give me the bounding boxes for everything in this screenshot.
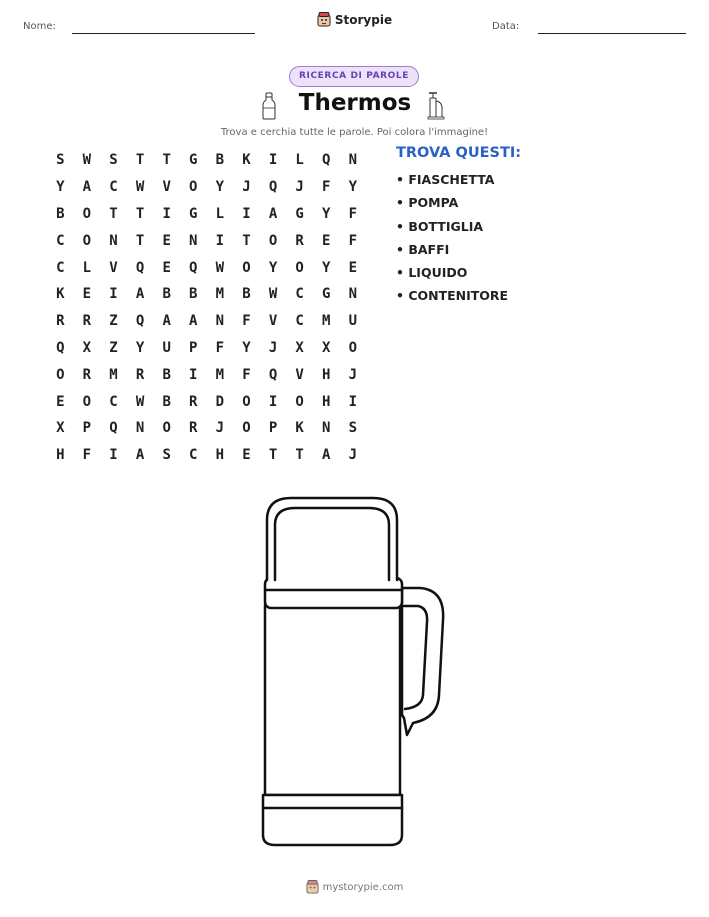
grid-letter[interactable]: T (135, 152, 145, 169)
word-list-title: TROVA QUESTI: (396, 145, 522, 161)
grid-letter[interactable]: U (348, 313, 358, 330)
name-label: Nome: (23, 21, 56, 32)
grid-letter[interactable]: W (215, 259, 225, 276)
date-line[interactable] (538, 33, 686, 34)
grid-letter[interactable]: A (162, 313, 171, 330)
grid-letter[interactable]: L (295, 152, 304, 169)
grid-letter[interactable]: S (348, 420, 358, 437)
grid-letter[interactable]: F (82, 447, 92, 464)
grid-letter[interactable]: R (56, 313, 65, 330)
grid-letter[interactable]: A (82, 179, 92, 196)
word-list-item: • BAFFI (396, 241, 450, 257)
grid-letter[interactable]: F (348, 205, 358, 222)
grid-row (47, 201, 366, 228)
grid-letter[interactable]: M (215, 366, 225, 383)
grid-letter[interactable]: O (242, 393, 251, 410)
grid-letter[interactable]: X (322, 339, 331, 356)
grid-letter[interactable]: B (162, 286, 171, 303)
grid-letter[interactable]: O (82, 205, 92, 222)
grid-letter[interactable]: I (268, 152, 278, 169)
grid-letter[interactable]: S (109, 152, 118, 169)
word-list-item: • LIQUIDO (396, 265, 468, 281)
grid-letter[interactable]: V (295, 366, 304, 383)
grid-letter[interactable]: Q (135, 259, 145, 276)
grid-letter[interactable]: F (242, 313, 251, 330)
grid-letter[interactable]: P (268, 420, 278, 437)
grid-letter[interactable]: M (322, 313, 331, 330)
grid-letter[interactable]: X (82, 339, 92, 356)
grid-letter[interactable]: I (348, 393, 358, 410)
grid-letter[interactable]: O (189, 179, 198, 196)
grid-letter[interactable]: E (56, 393, 65, 410)
grid-letter[interactable]: C (109, 393, 118, 410)
grid-letter[interactable]: Y (322, 205, 331, 222)
grid-letter[interactable]: W (82, 152, 92, 169)
footer (0, 879, 709, 898)
storypie-logo-icon (306, 880, 319, 894)
grid-letter[interactable]: F (322, 179, 331, 196)
grid-row (47, 415, 366, 442)
grid-row (47, 308, 366, 335)
grid-letter[interactable]: C (295, 286, 304, 303)
grid-letter[interactable]: Q (109, 420, 118, 437)
grid-letter[interactable]: J (268, 339, 278, 356)
grid-row (47, 442, 366, 469)
grid-letter[interactable]: J (215, 420, 225, 437)
grid-letter[interactable]: G (189, 152, 198, 169)
grid-letter[interactable]: S (56, 152, 65, 169)
grid-letter[interactable]: C (295, 313, 304, 330)
grid-letter[interactable]: F (242, 366, 251, 383)
grid-letter[interactable]: H (322, 393, 331, 410)
grid-letter[interactable]: K (242, 152, 251, 169)
grid-letter[interactable]: B (56, 205, 65, 222)
grid-letter[interactable]: Y (56, 179, 65, 196)
grid-row (47, 361, 366, 388)
grid-letter[interactable]: T (135, 232, 145, 249)
grid-letter[interactable]: Y (242, 339, 251, 356)
grid-letter[interactable]: D (215, 393, 225, 410)
grid-letter[interactable]: I (215, 232, 225, 249)
grid-letter[interactable]: N (348, 152, 358, 169)
grid-letter[interactable]: R (189, 393, 198, 410)
grid-letter[interactable]: A (322, 447, 331, 464)
grid-letter[interactable]: K (56, 286, 65, 303)
grid-letter[interactable]: H (215, 447, 225, 464)
grid-letter[interactable]: F (215, 339, 225, 356)
grid-letter[interactable]: R (189, 420, 198, 437)
grid-letter[interactable]: L (215, 205, 225, 222)
grid-letter[interactable]: T (162, 152, 171, 169)
grid-letter[interactable]: E (322, 232, 331, 249)
grid-letter[interactable]: O (295, 259, 304, 276)
word-list-item: • FIASCHETTA (396, 172, 495, 187)
grid-letter[interactable]: O (268, 232, 278, 249)
grid-letter[interactable]: O (82, 393, 92, 410)
grid-letter[interactable]: I (162, 205, 171, 222)
grid-letter[interactable]: J (295, 179, 304, 196)
grid-letter[interactable]: B (215, 152, 225, 169)
grid-letter[interactable]: K (295, 420, 304, 437)
grid-letter[interactable]: G (189, 205, 198, 222)
grid-letter[interactable]: R (82, 313, 92, 330)
grid-letter[interactable]: J (348, 366, 358, 383)
grid-letter[interactable]: P (189, 339, 198, 356)
brand-name: Storypie (334, 12, 393, 27)
grid-letter[interactable]: R (135, 366, 145, 383)
grid-letter[interactable]: O (242, 259, 251, 276)
grid-letter[interactable]: O (348, 339, 358, 356)
grid-letter[interactable]: O (242, 420, 251, 437)
grid-letter[interactable]: I (268, 393, 278, 410)
grid-letter[interactable]: Q (56, 339, 65, 356)
grid-row (47, 174, 366, 201)
grid-letter[interactable]: B (242, 286, 251, 303)
grid-letter[interactable]: I (242, 205, 251, 222)
grid-letter[interactable]: O (295, 393, 304, 410)
grid-letter[interactable]: N (109, 232, 118, 249)
instructions: Trova e cerchia tutte le parole. Poi colora l'immagine! (220, 127, 489, 138)
storypie-logo-icon (317, 12, 331, 27)
grid-letter[interactable]: F (348, 232, 358, 249)
grid-letter[interactable]: C (189, 447, 198, 464)
grid-letter[interactable]: O (82, 232, 92, 249)
grid-letter[interactable]: B (162, 366, 171, 383)
grid-letter[interactable]: R (82, 366, 92, 383)
grid-letter[interactable]: N (135, 420, 145, 437)
grid-letter[interactable]: Q (135, 313, 145, 330)
grid-letter[interactable]: A (135, 447, 145, 464)
grid-letter[interactable]: E (162, 232, 171, 249)
grid-letter[interactable]: G (322, 286, 331, 303)
grid-letter[interactable]: Y (322, 259, 331, 276)
grid-letter[interactable]: L (82, 259, 92, 276)
grid-letter[interactable]: Z (109, 339, 118, 356)
grid-letter[interactable]: Z (109, 313, 118, 330)
grid-letter[interactable]: Y (135, 339, 145, 356)
grid-letter[interactable]: O (56, 366, 65, 383)
grid-letter[interactable]: W (135, 179, 145, 196)
grid-letter[interactable]: N (322, 420, 331, 437)
grid-letter[interactable]: Q (189, 259, 198, 276)
grid-letter[interactable]: Y (268, 259, 278, 276)
grid-letter[interactable]: N (215, 313, 225, 330)
grid-row (47, 281, 366, 308)
grid-letter[interactable]: S (162, 447, 171, 464)
grid-row (47, 147, 366, 174)
grid-letter[interactable]: T (135, 205, 145, 222)
grid-letter[interactable]: W (135, 393, 145, 410)
grid-letter[interactable]: C (109, 179, 118, 196)
grid-letter[interactable]: I (109, 447, 118, 464)
pump-icon (426, 91, 446, 120)
grid-letter[interactable]: M (215, 286, 225, 303)
date-label: Data: (492, 21, 520, 32)
grid-letter[interactable]: B (162, 393, 171, 410)
word-list (396, 172, 508, 312)
grid-letter[interactable]: N (189, 232, 198, 249)
grid-letter[interactable]: T (295, 447, 304, 464)
grid-letter[interactable]: R (295, 232, 304, 249)
grid-letter[interactable]: E (242, 447, 251, 464)
word-list-item: • POMPA (396, 195, 459, 211)
grid-letter[interactable]: C (56, 232, 65, 249)
grid-letter[interactable]: V (162, 179, 171, 196)
grid-letter[interactable]: H (322, 366, 331, 383)
grid-letter[interactable]: J (348, 447, 358, 464)
grid-letter[interactable]: T (268, 447, 278, 464)
grid-letter[interactable]: P (82, 420, 92, 437)
grid-letter[interactable]: N (348, 286, 358, 303)
grid-letter[interactable]: X (56, 420, 65, 437)
grid-letter[interactable]: A (189, 313, 198, 330)
grid-letter[interactable]: Q (268, 179, 278, 196)
grid-letter[interactable]: E (82, 286, 92, 303)
grid-letter[interactable]: T (242, 232, 251, 249)
grid-letter[interactable]: W (268, 286, 278, 303)
word-list-item: • BOTTIGLIA (396, 218, 484, 234)
grid-letter[interactable]: A (135, 286, 145, 303)
grid-letter[interactable]: G (295, 205, 304, 222)
grid-letter[interactable]: Y (348, 179, 358, 196)
brand (0, 12, 709, 31)
grid-letter[interactable]: U (162, 339, 171, 356)
grid-row (47, 227, 366, 254)
word-search-grid[interactable] (47, 147, 366, 469)
grid-row (47, 335, 366, 362)
grid-letter[interactable]: V (268, 313, 278, 330)
grid-letter[interactable]: B (189, 286, 198, 303)
grid-letter[interactable]: Y (215, 179, 225, 196)
grid-letter[interactable]: T (109, 205, 118, 222)
grid-letter[interactable]: I (189, 366, 198, 383)
thermos-illustration[interactable] (255, 490, 455, 850)
grid-letter[interactable]: Q (322, 152, 331, 169)
grid-letter[interactable]: C (56, 259, 65, 276)
grid-letter[interactable]: J (242, 179, 251, 196)
grid-letter[interactable]: A (268, 205, 278, 222)
grid-letter[interactable]: V (109, 259, 118, 276)
footer-url[interactable]: mystorypie.com (322, 881, 404, 893)
grid-letter[interactable]: Q (268, 366, 278, 383)
page-title: Thermos (298, 90, 412, 116)
name-line[interactable] (72, 33, 255, 34)
grid-letter[interactable]: E (162, 259, 171, 276)
grid-letter[interactable]: I (109, 286, 118, 303)
activity-badge: RICERCA DI PAROLE (289, 66, 419, 87)
grid-letter[interactable]: E (348, 259, 358, 276)
word-list-item: • CONTENITORE (396, 288, 509, 304)
bottle-icon (262, 92, 276, 120)
grid-letter[interactable]: M (109, 366, 118, 383)
grid-row (47, 254, 366, 281)
grid-letter[interactable]: O (162, 420, 171, 437)
grid-letter[interactable]: X (295, 339, 304, 356)
grid-row (47, 388, 366, 415)
grid-letter[interactable]: H (56, 447, 65, 464)
